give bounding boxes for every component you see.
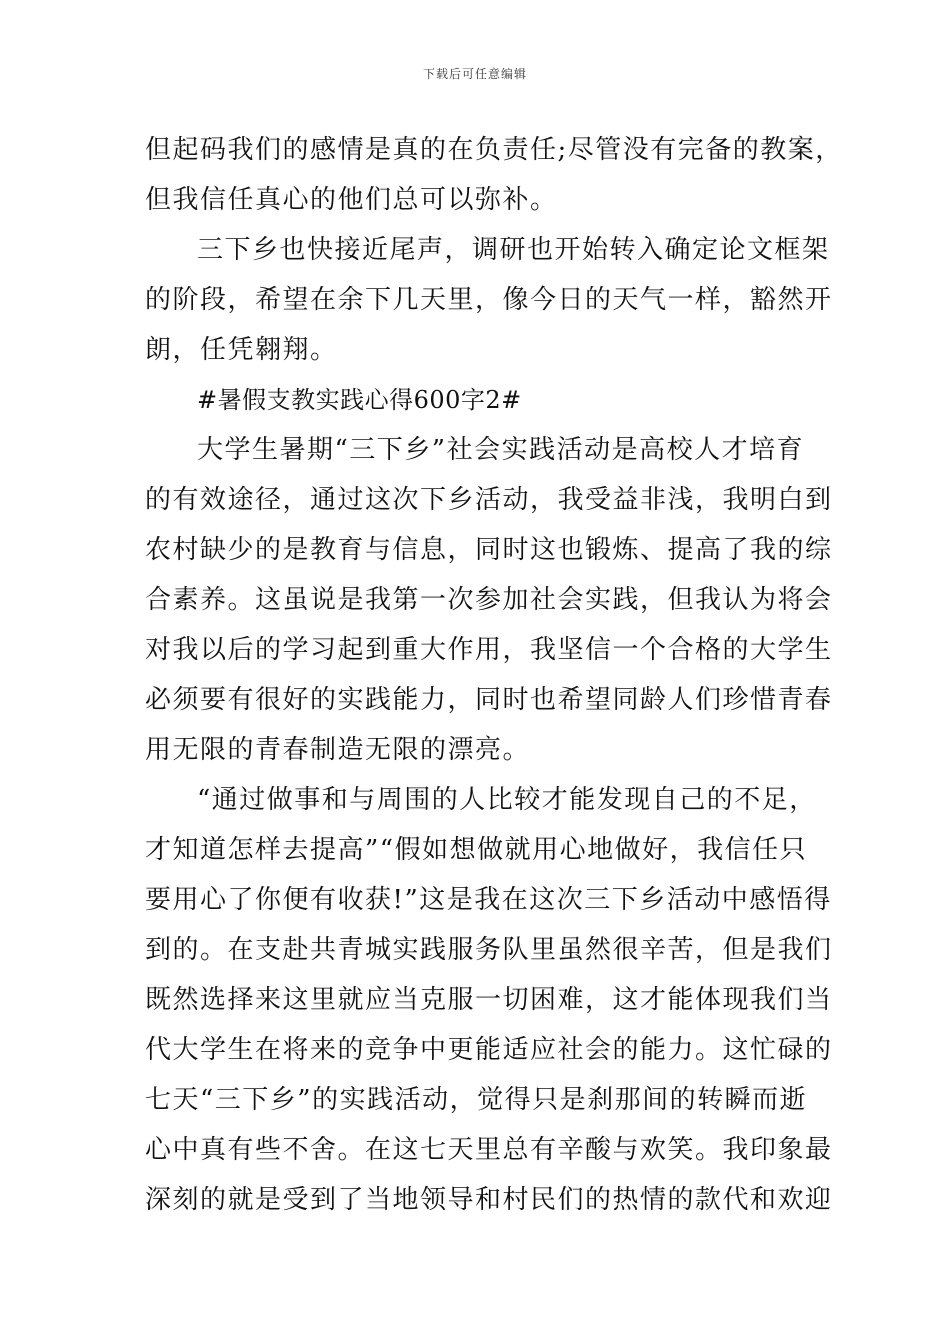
paragraph-line: “通过做事和与周围的人比较才能发现自己的不足，: [197, 785, 817, 815]
paragraph-line: 朗，任凭翱翔。: [145, 335, 338, 365]
page-header: 下载后可任意编辑: [422, 67, 527, 81]
paragraph-line: 必须要有很好的实践能力，同时也希望同龄人们珍惜青春: [145, 685, 833, 715]
paragraph-line: 大学生暑期“三下乡”社会实践活动是高校人才培育: [197, 435, 805, 465]
section-heading: #暑假支教实践心得600字2#: [197, 386, 522, 414]
paragraph-line: 要用心了你便有收获!”这是我在这次三下乡活动中感悟得: [145, 885, 832, 915]
paragraph-line: 既然选择来这里就应当克服一切困难，这才能体现我们当: [145, 985, 833, 1015]
paragraph-line: 对我以后的学习起到重大作用，我坚信一个合格的大学生: [145, 635, 833, 665]
paragraph-line: 心中真有些不舍。在这七天里总有辛酸与欢笑。我印象最: [145, 1135, 833, 1165]
document-body: [145, 125, 843, 1225]
paragraph-line: 的有效途径，通过这次下乡活动，我受益非浅，我明白到: [145, 485, 833, 515]
paragraph-line: 合素养。这虽说是我第一次参加社会实践，但我认为将会: [145, 585, 833, 615]
paragraph-line: 但我信任真心的他们总可以弥补。: [145, 185, 558, 215]
paragraph-line: 但起码我们的感情是真的在负责任;尽管没有完备的教案，: [145, 135, 843, 165]
paragraph-line: 深刻的就是受到了当地领导和村民们的热情的款代和欢迎: [145, 1185, 833, 1215]
paragraph-line: 到的。在支赴共青城实践服务队里虽然很辛苦，但是我们: [145, 935, 833, 965]
paragraph-line: 三下乡也快接近尾声，调研也开始转入确定论文框架: [197, 235, 830, 265]
paragraph-line: 用无限的青春制造无限的漂亮。: [145, 735, 531, 765]
paragraph-line: 的阶段，希望在余下几天里，像今日的天气一样，豁然开: [145, 285, 833, 315]
paragraph-line: 农村缺少的是教育与信息，同时这也锻炼、提高了我的综: [145, 535, 833, 565]
paragraph-line: 七天“三下乡”的实践活动，觉得只是刹那间的转瞬而逝: [145, 1085, 808, 1115]
paragraph-line: 代大学生在将来的竞争中更能适应社会的能力。这忙碌的: [145, 1035, 833, 1065]
paragraph-line: 才知道怎样去提高”“假如想做就用心地做好，我信任只: [145, 835, 808, 865]
